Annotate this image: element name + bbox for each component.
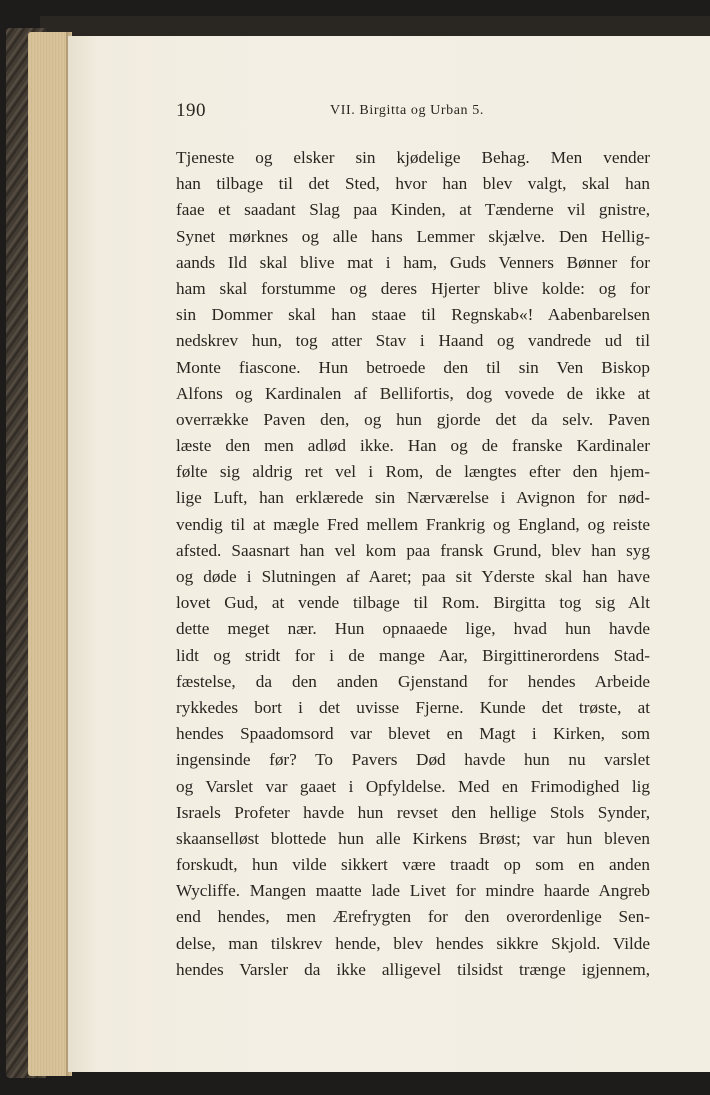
text-line: afsted. Saasnart han vel kom paa fransk Grund, blev han syg [176, 540, 650, 560]
text-line: sin Dommer skal han staae til Regnskab«! Aabenbarelsen [176, 305, 650, 325]
text-line: hendes Spaadomsord var blevet en Magt i Kirken, som [176, 724, 650, 744]
text-line: Wycliffe. Mangen maatte lade Livet for mindre haarde Angreb [176, 881, 650, 901]
text-line: dette meget nær. Hun opnaaede lige, hvad hun havde [176, 619, 650, 639]
running-head: VII. Birgitta og Urban 5. [330, 103, 484, 118]
text-line: Tjeneste og elsker sin kjødelige Behag. Men vender [176, 148, 650, 167]
text-line: hendes Varsler da ikke alligevel tilsidst trænge igjennem, [176, 959, 650, 979]
text-line: lige Luft, han erklærede sin Nærværelse i Avignon for nød- [176, 488, 650, 508]
background-edge [40, 16, 710, 38]
page-number: 190 [176, 100, 206, 121]
text-line: nedskrev hun, tog atter Stav i Haand og vandrede ud til [176, 331, 650, 351]
page-header [176, 100, 656, 124]
text-line: Alfons og Kardinalen af Bellifortis, dog vovede de ikke at [176, 383, 650, 403]
text-line: han tilbage til det Sted, hvor han blev valgt, skal han [176, 174, 650, 194]
text-line: faae et saadant Slag paa Kinden, at Tænderne vil gnistre, [176, 200, 650, 220]
text-line: Israels Profeter havde hun revset den hellige Stols Synder, [176, 802, 650, 822]
text-line: vendig til at mægle Fred mellem Frankrig og England, og reiste [176, 514, 650, 534]
text-line: ham skal forstumme og deres Hjerter blive kolde: og for [176, 278, 650, 298]
text-line: rykkedes bort i det uvisse Fjerne. Kunde det trøste, at [176, 697, 650, 717]
text-line: end hendes, men Ærefrygten for den overordenlige Sen- [176, 907, 650, 927]
text-line: lidt og stridt for i de mange Aar, Birgittinerordens Stad- [176, 645, 650, 665]
text-line: skaanselløst blottede hun alle Kirkens Brøst; var hun bleven [176, 828, 650, 848]
text-line: ingensinde før? To Pavers Død havde hun nu varslet [176, 750, 650, 770]
text-line: fæstelse, da den anden Gjenstand for hendes Arbeide [176, 671, 650, 691]
text-line: og Varslet var gaaet i Opfyldelse. Med en Frimodighed lig [176, 776, 650, 796]
text-line: og døde i Slutningen af Aaret; paa sit Yderste skal han have [176, 567, 650, 586]
text-line: lovet Gud, at vende tilbage til Rom. Birgitta tog sig Alt [176, 593, 650, 613]
text-line: overrække Paven den, og hun gjorde det da selv. Paven [176, 409, 650, 429]
text-line: delse, man tilskrev hende, blev hendes sikkre Skjold. Vilde [176, 933, 650, 953]
text-line: følte sig aldrig ret vel i Rom, de længtes efter den hjem- [176, 462, 650, 482]
text-line: Monte fiascone. Hun betroede den til sin Ven Biskop [176, 357, 650, 377]
text-line: læste den men adlød ikke. Han og de franske Kardinaler [176, 436, 650, 456]
text-line: Synet mørknes og alle hans Lemmer skjælve. Den Hellig- [176, 226, 650, 246]
text-line: forskudt, hun vilde sikkert være traadt op som en anden [176, 855, 650, 875]
body-text [176, 145, 650, 983]
text-line: aands Ild skal blive mat i ham, Guds Venners Bønner for [176, 252, 650, 272]
page-edges [28, 32, 72, 1076]
